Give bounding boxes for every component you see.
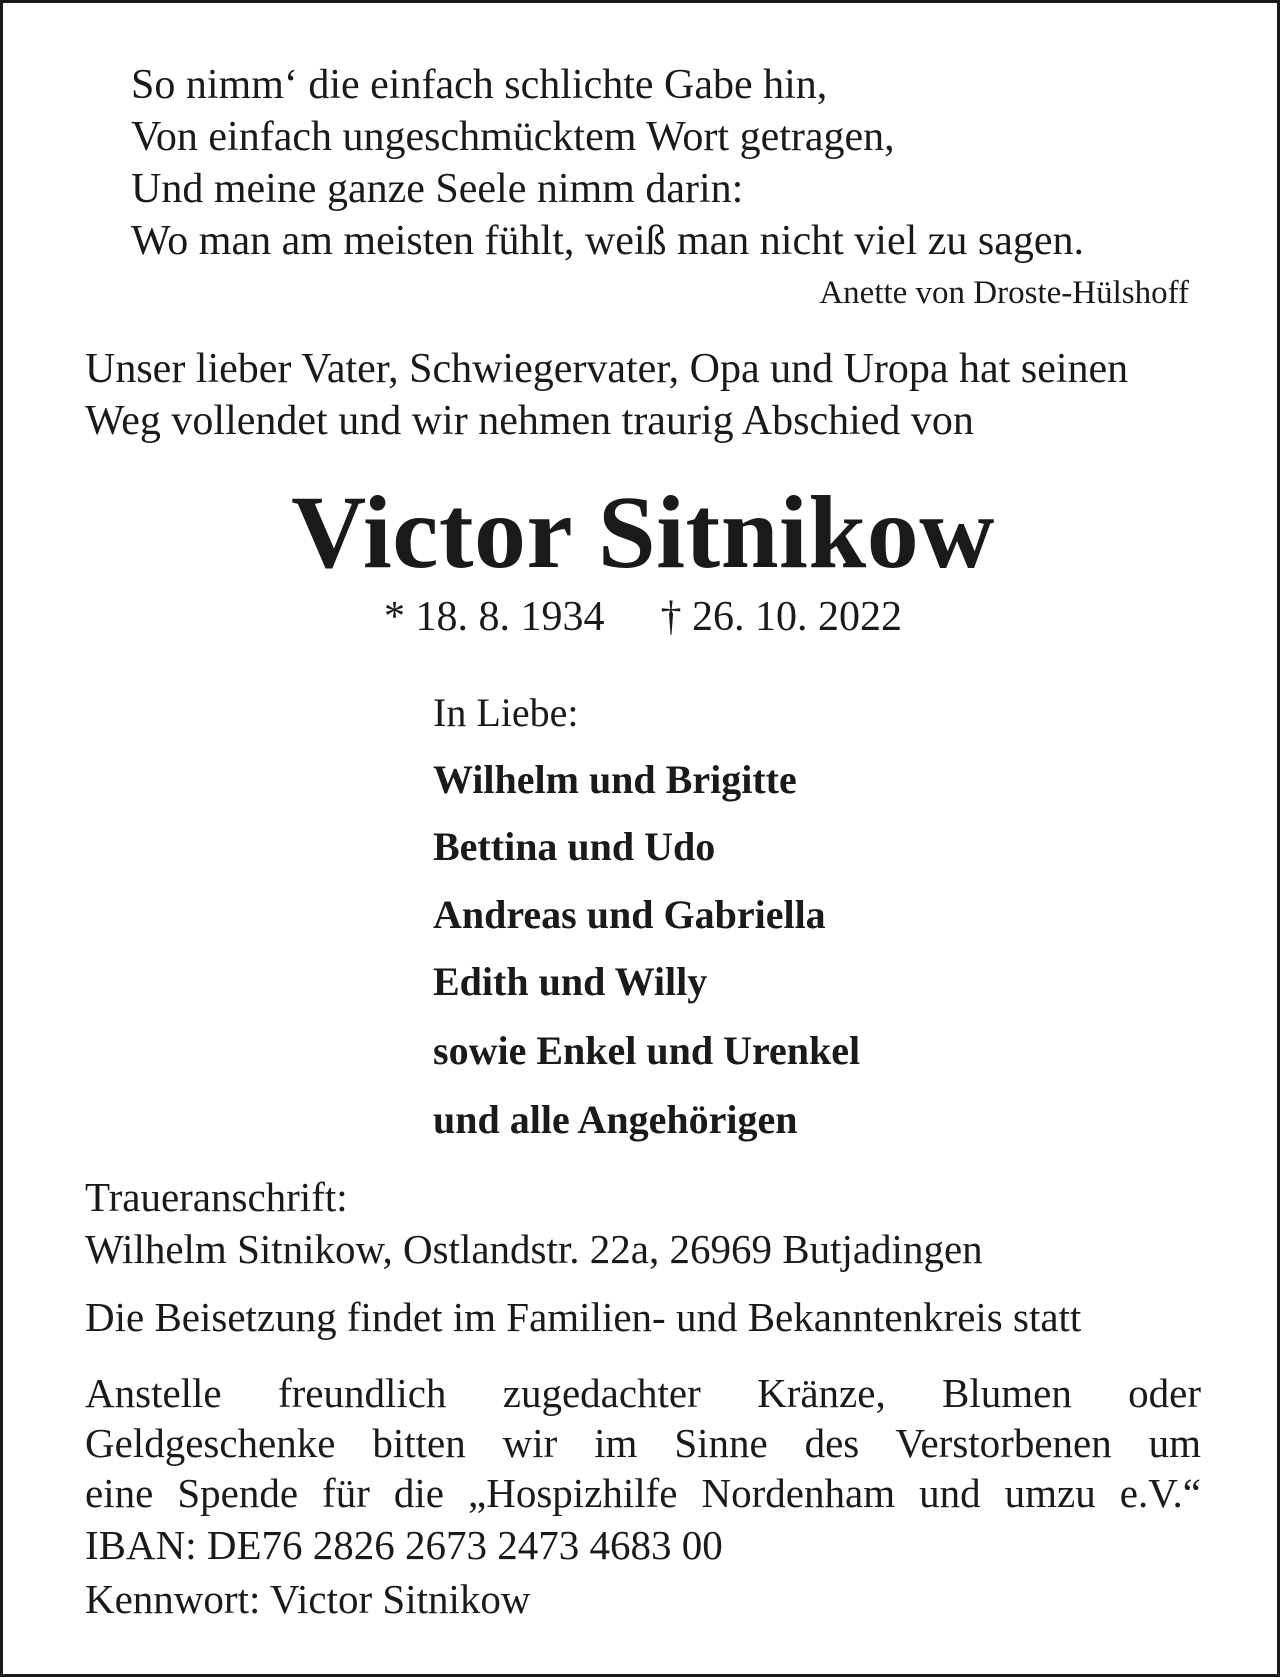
poem-line: Und meine ganze Seele nimm darin:	[131, 166, 744, 212]
donation-line: Geldgeschenke bitten wir im Sinne des Verstorbenen um	[85, 1420, 1201, 1466]
deceased-name: Victor Sitnikow	[291, 475, 995, 590]
mourner-name: sowie Enkel und Urenkel	[433, 1028, 861, 1073]
poem-line: Wo man am meisten fühlt, weiß man nicht viel zu sagen.	[131, 218, 1085, 264]
iban: IBAN: DE76 2826 2673 2473 4683 00	[85, 1522, 723, 1568]
address-label: Traueranschrift:	[85, 1174, 348, 1220]
poem-line: So nimm‘ die einfach schlichte Gabe hin,	[131, 62, 828, 108]
mourner-name: und alle Angehörigen	[433, 1097, 798, 1142]
mourner-name: Andreas und Gabriella	[433, 892, 826, 937]
donation-keyword: Kennwort: Victor Sitnikow	[85, 1576, 531, 1622]
mourner-name: Bettina und Udo	[433, 824, 716, 869]
mourner-name: Edith und Willy	[433, 959, 708, 1004]
donation-line: Anstelle freundlich zugedachter Kränze, Blumen oder	[85, 1370, 1201, 1416]
life-dates	[3, 593, 1280, 641]
poem-author: Anette von Droste-Hülshoff	[819, 275, 1189, 311]
intro-line: Weg vollendet und wir nehmen traurig Abschied von	[85, 398, 974, 444]
address-line: Wilhelm Sitnikow, Ostlandstr. 22a, 26969 Butjadingen	[85, 1226, 983, 1272]
donation-line: eine Spende für die „Hospizhilfe Nordenham und umzu e.V.“	[85, 1470, 1201, 1516]
intro-line: Unser lieber Vater, Schwiegervater, Opa und Uropa hat seinen	[85, 346, 1129, 392]
mourner-name: Wilhelm und Brigitte	[433, 757, 797, 802]
poem-line: Von einfach ungeschmücktem Wort getragen,	[131, 114, 895, 160]
death-date: † 26. 10. 2022	[660, 594, 902, 640]
burial-note: Die Beisetzung findet im Familien- und Bekanntenkreis statt	[85, 1294, 1082, 1340]
mourners-heading: In Liebe:	[433, 690, 579, 735]
birth-date: * 18. 8. 1934	[384, 594, 605, 640]
